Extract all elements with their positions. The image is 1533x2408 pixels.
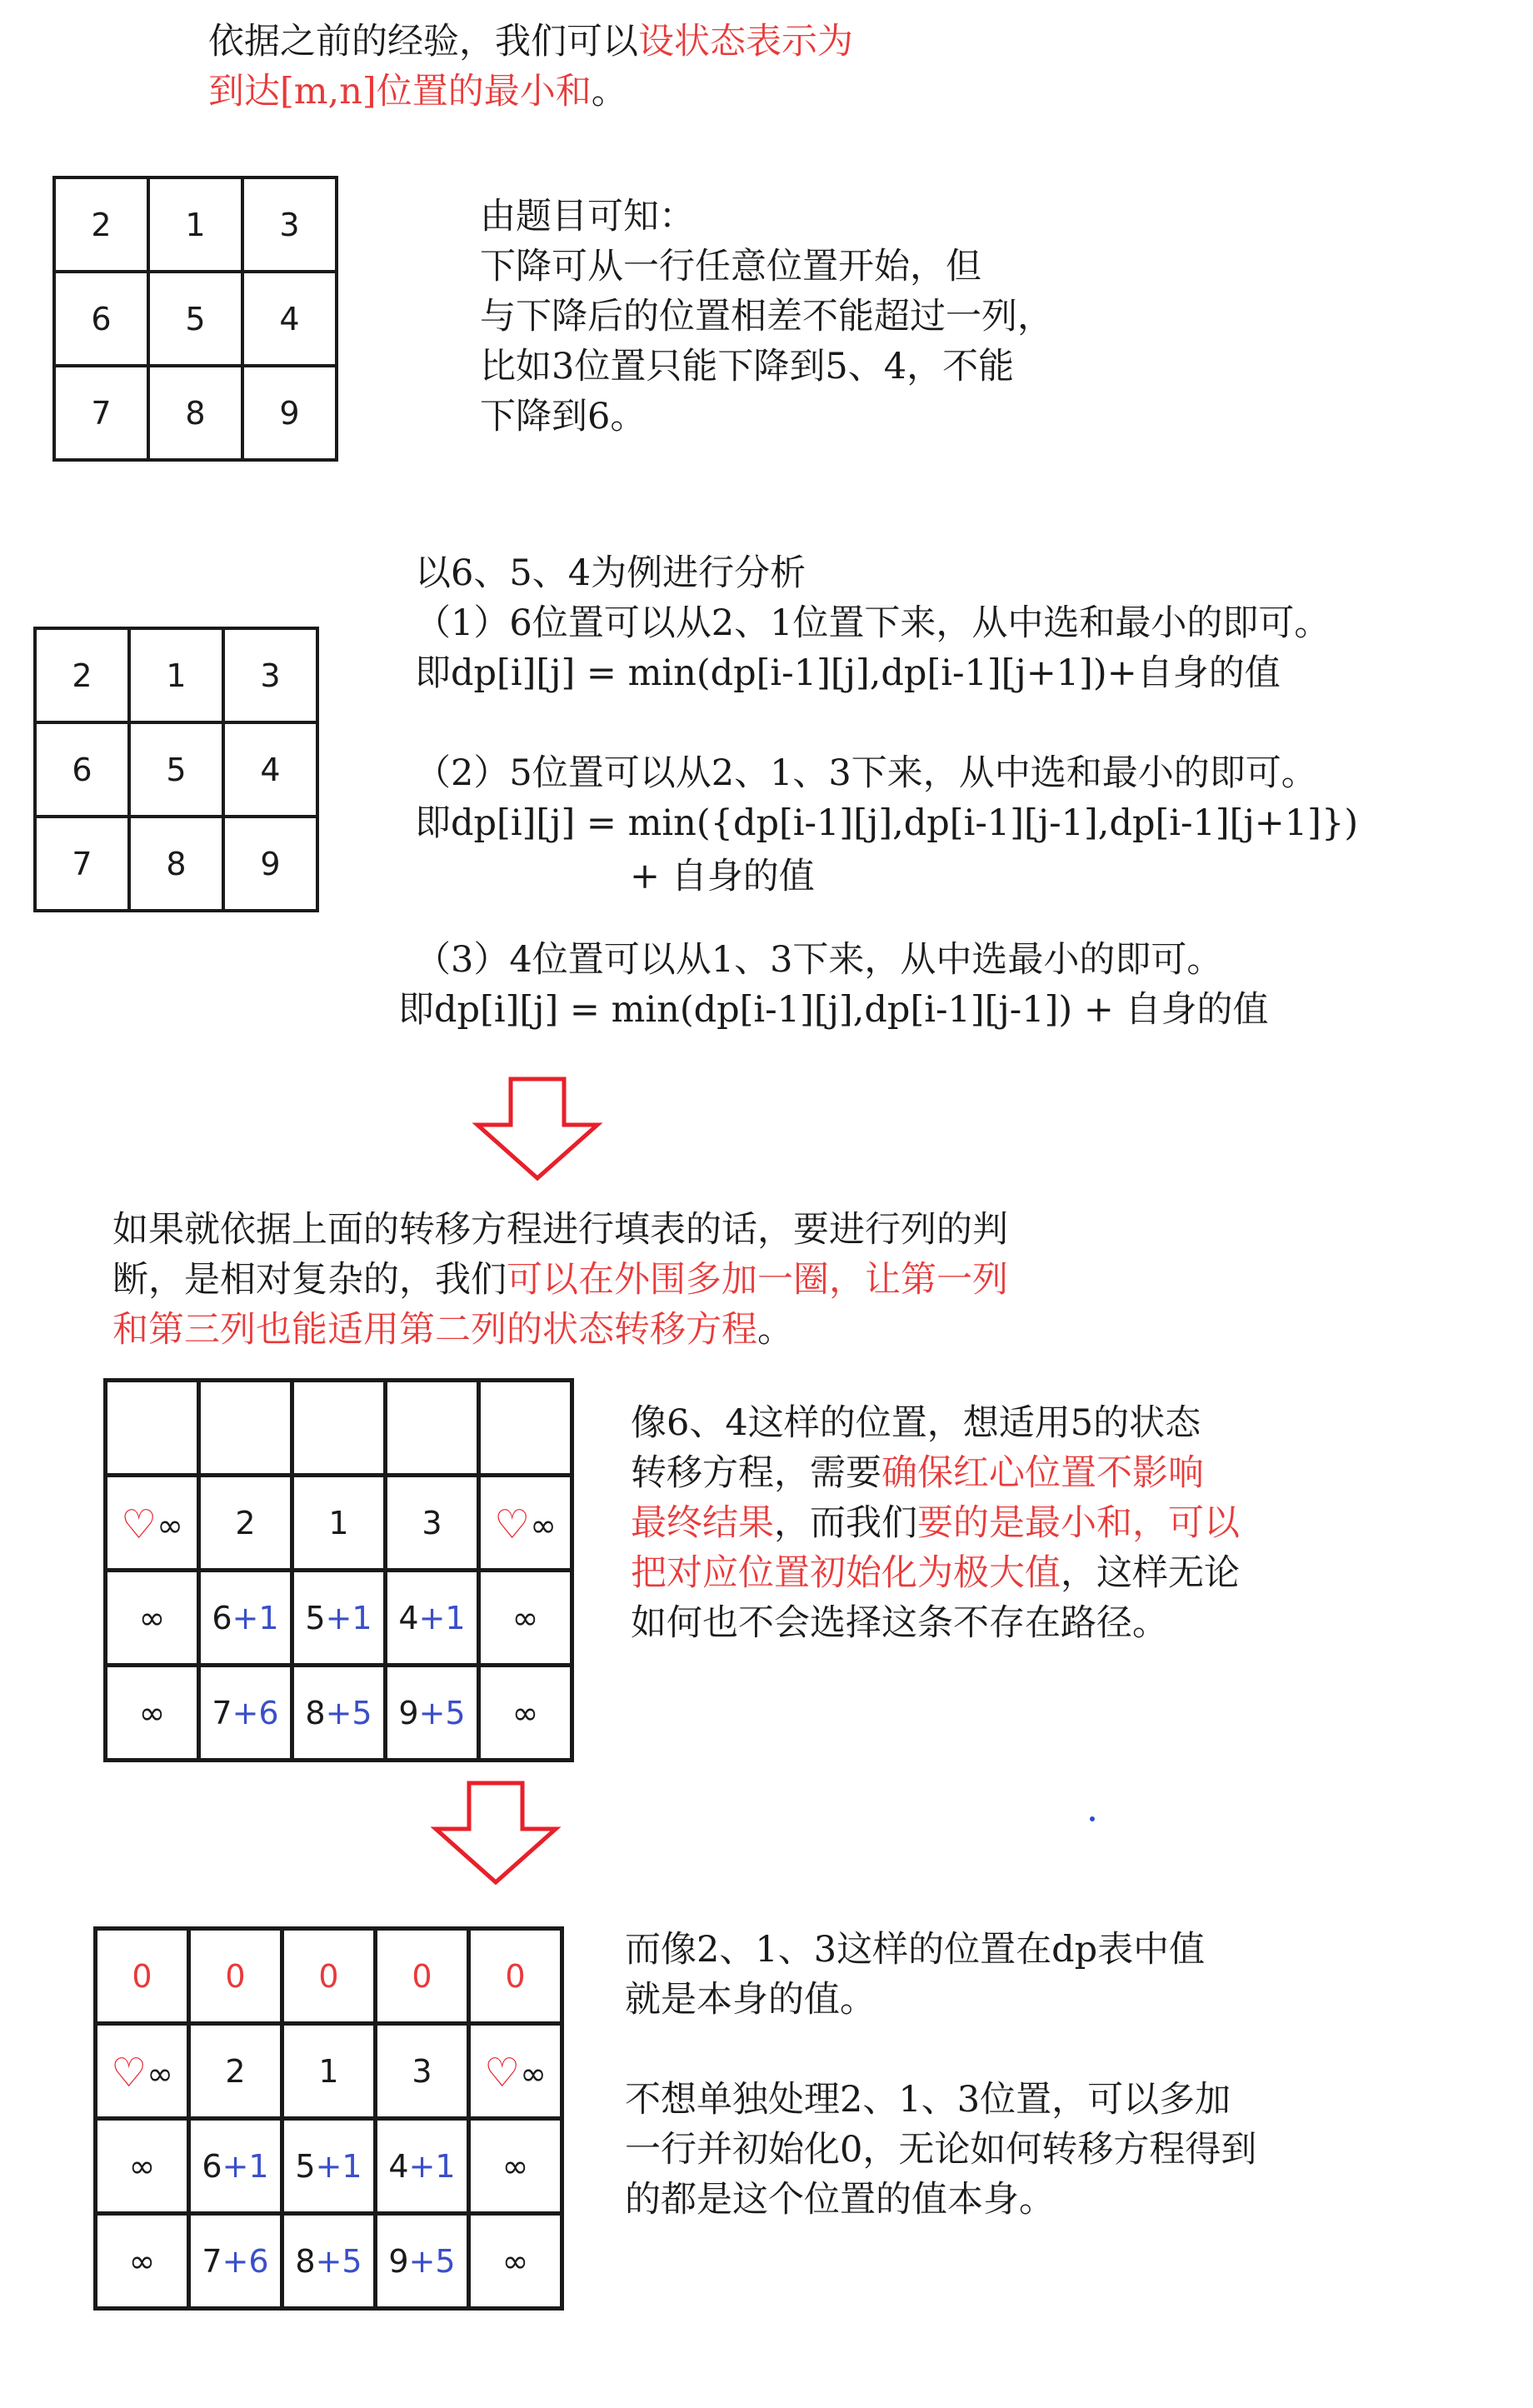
intro-highlight: 到达[m,n]位置的最小和 <box>208 71 592 112</box>
grid-cell: 3 <box>242 177 337 272</box>
grid-cell: 7 <box>54 366 148 460</box>
padded-grid-zero <box>93 1926 564 2311</box>
padded-cell-infinity: ∞ <box>479 1571 572 1666</box>
cell-addend: +5 <box>315 2242 362 2280</box>
padded-cell-empty <box>292 1381 386 1476</box>
padded-cell-zero: 0 <box>189 1929 282 2024</box>
cell-value: 9 <box>388 2242 409 2280</box>
padded-cell-infinity: ∞ <box>469 2214 562 2309</box>
grid-cell-sum <box>199 1571 292 1666</box>
padded-cell-heart <box>469 2024 562 2119</box>
grid-cell-sum <box>282 2119 376 2214</box>
padded-grid-infinity <box>103 1378 574 1762</box>
intro-text: 。 <box>591 71 627 112</box>
infinity-symbol: ∞ <box>157 1506 183 1544</box>
grid-cell: 2 <box>189 2024 282 2119</box>
section5-text: 断，是相对复杂的，我们 <box>112 1259 507 1301</box>
section5-highlight: 可以在外围多加一圈，让第一列 <box>507 1259 1008 1301</box>
section1-line: 下降到6。 <box>480 396 647 437</box>
section2-line: 即dp[i][j] = min(dp[i-1][j],dp[i-1][j+1])+自身的值 <box>415 652 1281 694</box>
grid-cell-sum <box>189 2119 282 2214</box>
section7-line: 而像2、1、3这样的位置在dp表中值 <box>625 1929 1206 1971</box>
section3-line: 即dp[i][j] = min({dp[i-1][j],dp[i-1][j-1],dp[i-1][j+1]}) <box>415 802 1359 844</box>
grid-cell: 9 <box>242 366 337 460</box>
padded-cell-empty <box>106 1381 199 1476</box>
grid-cell: 5 <box>129 722 223 817</box>
grid-cell: 2 <box>35 628 129 722</box>
down-arrow-icon <box>429 1779 562 1887</box>
padded-cell-zero: 0 <box>96 1929 189 2024</box>
section6-line-3 <box>631 1498 1240 1548</box>
cell-addend: +5 <box>408 2242 456 2280</box>
section3-line: + 自身的值 <box>630 856 815 897</box>
section2-line: 以6、5、4为例进行分析 <box>415 552 806 594</box>
grid-cell: 5 <box>148 272 242 366</box>
padded-cell-zero: 0 <box>282 1929 376 2024</box>
padded-cell-empty <box>479 1381 572 1476</box>
grid-cell: 4 <box>242 272 337 366</box>
grid-cell: 2 <box>54 177 148 272</box>
section6-highlight: 要的是最小和，可以 <box>917 1502 1240 1544</box>
cell-value: 4 <box>388 2147 409 2185</box>
section6-highlight: 最终结果 <box>631 1502 774 1544</box>
padded-cell-infinity: ∞ <box>469 2119 562 2214</box>
padded-cell-heart <box>106 1476 199 1571</box>
section4-line: （3）4位置可以从1、3下来，从中选最小的即可。 <box>415 939 1223 981</box>
section7-line: 一行并初始化0，无论如何转移方程得到 <box>625 2129 1257 2171</box>
infinity-symbol: ∞ <box>147 2055 173 2092</box>
grid-cell-sum <box>292 1571 386 1666</box>
padded-cell-infinity: ∞ <box>106 1571 199 1666</box>
padded-cell-zero: 0 <box>469 1929 562 2024</box>
section5-line-2 <box>112 1255 1008 1305</box>
grid-cell-sum <box>376 2119 469 2214</box>
section1-line: 由题目可知： <box>480 196 695 237</box>
section6-line-2 <box>631 1448 1204 1498</box>
intro-text: 依据之前的经验，我们可以 <box>208 21 638 62</box>
cell-addend: +6 <box>232 1694 279 1731</box>
section6-text: ，这样无论 <box>1061 1552 1240 1594</box>
infinity-symbol: ∞ <box>530 1506 557 1544</box>
section5-line-3 <box>112 1305 793 1355</box>
section1-line: 下降可从一行任意位置开始，但 <box>480 246 981 287</box>
section1-line: 与下降后的位置相差不能超过一列， <box>480 296 1053 337</box>
cell-value: 5 <box>295 2147 316 2185</box>
padded-cell-zero: 0 <box>376 1929 469 2024</box>
section5-text: 。 <box>757 1309 793 1351</box>
grid-cell: 1 <box>292 1476 386 1571</box>
cell-value: 6 <box>202 2147 222 2185</box>
stray-dot <box>1090 1816 1095 1821</box>
grid-cell-sum <box>282 2214 376 2309</box>
cell-addend: +5 <box>418 1694 466 1731</box>
section6-text: 转移方程，需要 <box>631 1452 881 1494</box>
grid-cell: 8 <box>129 817 223 911</box>
padded-cell-empty <box>199 1381 292 1476</box>
grid-cell: 4 <box>223 722 317 817</box>
grid-cell-sum <box>292 1666 386 1761</box>
cell-value: 5 <box>305 1599 326 1636</box>
down-arrow-icon <box>471 1075 604 1183</box>
grid-cell: 9 <box>223 817 317 911</box>
section7-line: 就是本身的值。 <box>625 1979 876 2021</box>
grid-cell: 2 <box>199 1476 292 1571</box>
cell-value: 8 <box>305 1694 326 1731</box>
grid-cell: 1 <box>129 628 223 722</box>
section6-text: ，而我们 <box>774 1502 917 1544</box>
heart-icon: ♡ <box>111 2049 147 2096</box>
grid-cell-sum <box>386 1666 479 1761</box>
cell-value: 7 <box>212 1694 232 1731</box>
grid-cell: 6 <box>54 272 148 366</box>
cell-addend: +1 <box>232 1599 279 1636</box>
section1-line: 比如3位置只能下降到5、4，不能 <box>480 346 1015 387</box>
section6-line-4 <box>631 1548 1240 1598</box>
cell-addend: +1 <box>222 2147 269 2185</box>
section4-line: 即dp[i][j] = min(dp[i-1][j],dp[i-1][j-1]) + 自身的值 <box>398 989 1269 1031</box>
padded-cell-heart <box>96 2024 189 2119</box>
padded-cell-heart <box>479 1476 572 1571</box>
intro-line-1 <box>208 17 853 67</box>
cell-addend: +1 <box>418 1599 466 1636</box>
cell-value: 6 <box>212 1599 232 1636</box>
grid-1 <box>52 176 338 462</box>
grid-2 <box>33 627 319 912</box>
section6-highlight: 把对应位置初始化为极大值 <box>631 1552 1061 1594</box>
grid-cell: 1 <box>148 177 242 272</box>
cell-value: 8 <box>295 2242 316 2280</box>
section6-line-5: 如何也不会选择这条不存在路径。 <box>631 1602 1168 1644</box>
grid-cell: 3 <box>223 628 317 722</box>
cell-value: 9 <box>398 1694 419 1731</box>
padded-cell-infinity: ∞ <box>96 2214 189 2309</box>
grid-cell: 3 <box>376 2024 469 2119</box>
grid-cell: 3 <box>386 1476 479 1571</box>
grid-cell: 6 <box>35 722 129 817</box>
section3-line: （2）5位置可以从2、1、3下来，从中选和最小的即可。 <box>415 752 1317 794</box>
intro-line-2 <box>208 67 627 117</box>
section7-line: 的都是这个位置的值本身。 <box>625 2179 1055 2221</box>
section5-line-1: 如果就依据上面的转移方程进行填表的话，要进行列的判 <box>112 1209 1008 1251</box>
padded-cell-infinity: ∞ <box>479 1666 572 1761</box>
grid-cell: 7 <box>35 817 129 911</box>
intro-highlight: 设状态表示为 <box>638 21 853 62</box>
heart-icon: ♡ <box>484 2049 521 2096</box>
cell-value: 4 <box>398 1599 419 1636</box>
section5-highlight: 和第三列也能适用第二列的状态转移方程 <box>112 1309 757 1351</box>
cell-addend: +6 <box>222 2242 269 2280</box>
cell-addend: +1 <box>408 2147 456 2185</box>
grid-cell-sum <box>189 2214 282 2309</box>
heart-icon: ♡ <box>494 1501 531 1548</box>
grid-cell-sum <box>376 2214 469 2309</box>
section7-line: 不想单独处理2、1、3位置，可以多加 <box>625 2079 1231 2121</box>
cell-addend: +1 <box>315 2147 362 2185</box>
padded-cell-infinity: ∞ <box>96 2119 189 2214</box>
section6-highlight: 确保红心位置不影响 <box>881 1452 1204 1494</box>
grid-cell: 8 <box>148 366 242 460</box>
grid-cell: 1 <box>282 2024 376 2119</box>
cell-addend: +5 <box>325 1694 372 1731</box>
heart-icon: ♡ <box>121 1501 157 1548</box>
cell-value: 7 <box>202 2242 222 2280</box>
infinity-symbol: ∞ <box>520 2055 547 2092</box>
padded-cell-empty <box>386 1381 479 1476</box>
grid-cell-sum <box>386 1571 479 1666</box>
padded-cell-infinity: ∞ <box>106 1666 199 1761</box>
cell-addend: +1 <box>325 1599 372 1636</box>
section6-line-1: 像6、4这样的位置，想适用5的状态 <box>631 1402 1201 1444</box>
grid-cell-sum <box>199 1666 292 1761</box>
section2-line: （1）6位置可以从2、1位置下来，从中选和最小的即可。 <box>415 602 1331 644</box>
